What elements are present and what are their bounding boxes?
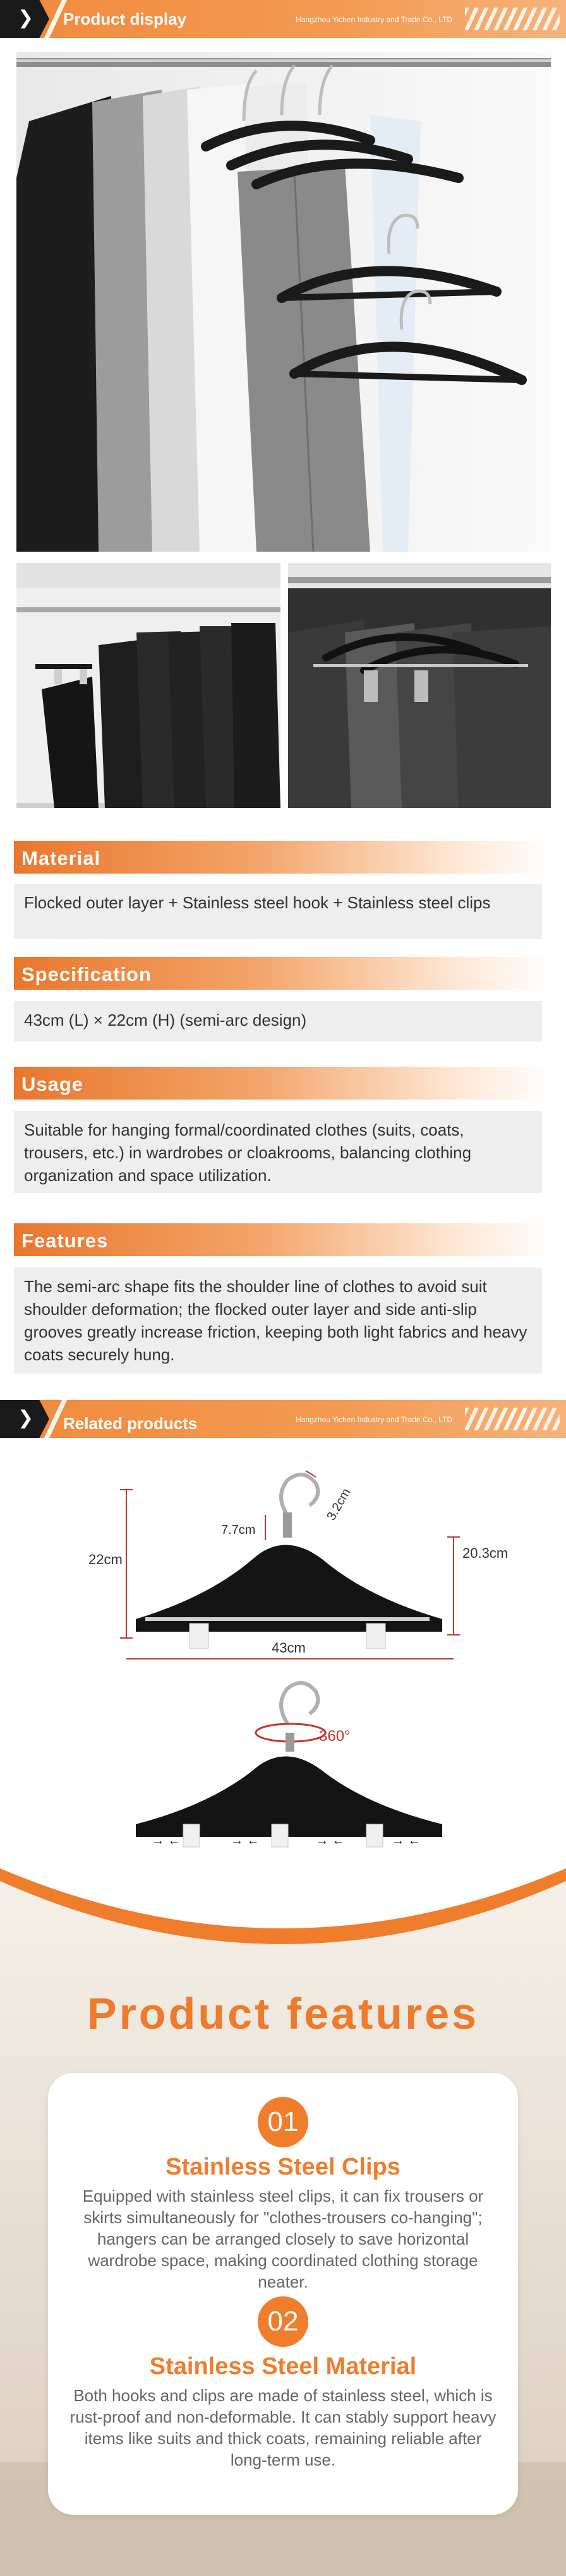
rotation-label: 360° — [319, 1728, 351, 1745]
hook-width-label: 7.7cm — [221, 1523, 256, 1537]
svg-text:→ ←: → ← — [392, 1834, 421, 1848]
product-features-title: Product features — [87, 1989, 479, 2038]
banner-title: Related products — [63, 1414, 198, 1433]
closet-photo-left — [16, 563, 280, 808]
chevron-glyph: ❯ — [18, 1407, 34, 1429]
related-products-banner — [0, 1400, 566, 1438]
closet-photo-right — [288, 563, 551, 808]
svg-text:→ ←: → ← — [316, 1834, 345, 1848]
material-heading: Material — [14, 841, 552, 874]
hanger-dimension-diagram — [0, 1452, 566, 1856]
height-left-label: 22cm — [88, 1552, 123, 1567]
hook-height-label: 3.2cm — [324, 1486, 354, 1523]
svg-text:→ ←: → ← — [231, 1834, 260, 1848]
feature-number-2: 02 — [258, 2296, 308, 2347]
specification-text: 43cm (L) × 22cm (H) (semi-arc design) — [14, 1001, 542, 1042]
feature-desc-1: Equipped with stainless steel clips, it can fix trousers or skirts simultaneously for "clothes-trousers co-hanging"; hangers can be arranged closely to save horizontal wardrobe space, making coordinated clothing storage neater. — [82, 2187, 484, 2291]
features-heading: Features — [14, 1223, 552, 1256]
specification-heading: Specification — [14, 957, 552, 990]
features-text: The semi-arc shape fits the shoulder line of clothes to avoid suit shoulder deformation; the flocked outer layer and side anti-slip grooves greatly increase friction, keeping both light fabrics and heavy coats securely hung. — [14, 1267, 542, 1374]
usage-heading: Usage — [14, 1067, 552, 1100]
feature-desc-2: Both hooks and clips are made of stainless steel, which is rust-proof and non-deformable. It can stably support heavy items like suits and thick coats, remaining reliable after long-term use. — [69, 2386, 497, 2469]
chevron-glyph: ❯ — [18, 7, 34, 29]
main-product-photo — [16, 52, 551, 552]
feature-title-1: Stainless Steel Clips — [166, 2154, 400, 2180]
svg-text:→ ←: → ← — [152, 1834, 181, 1848]
stripe-decoration — [465, 1408, 560, 1430]
length-label: 43cm — [272, 1640, 306, 1656]
company-name: Hangzhou Yichen Industry and Trade Co., LTD — [296, 1415, 452, 1424]
material-text: Flocked outer layer + Stainless steel hook + Stainless steel clips — [14, 884, 542, 939]
feature-number-1: 01 — [258, 2097, 308, 2147]
banner-title: Product display — [63, 9, 187, 28]
product-display-banner — [0, 0, 566, 38]
usage-text: Suitable for hanging formal/coordinated clothes (suits, coats, trousers, etc.) in wardrobes or cloakrooms, balancing clothing organization and space utilization. — [14, 1111, 542, 1193]
company-name: Hangzhou Yichen Industry and Trade Co., LTD — [296, 15, 452, 24]
height-right-label: 20.3cm — [462, 1545, 509, 1561]
stripe-decoration — [465, 8, 560, 30]
feature-title-2: Stainless Steel Material — [149, 2353, 417, 2380]
